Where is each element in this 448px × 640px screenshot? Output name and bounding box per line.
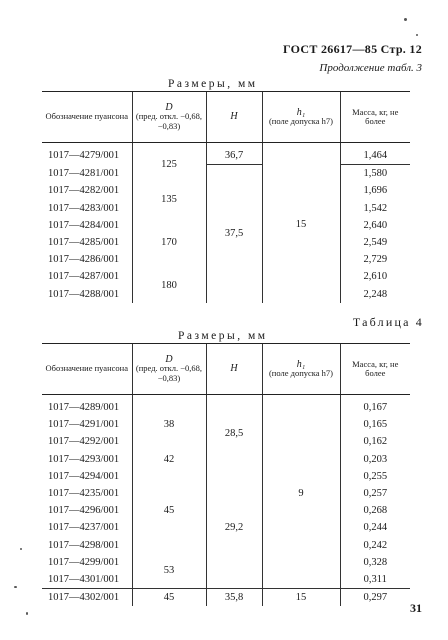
designation-cell: 1017—4286/001 [48,254,120,266]
mass-cell: 0,328 [340,554,410,571]
scan-speck [404,18,407,21]
d-cell: 38 [132,395,206,451]
h-cell: 28,5 [206,395,262,468]
designation-cell: 1017—4283/001 [48,202,120,214]
table4-header-h: H [206,344,262,395]
mass-cell: 2,248 [340,286,410,303]
mass-cell: 0,244 [340,519,410,536]
designation-cell: 1017—4237/001 [48,522,120,534]
table4-header-d: D (пред. откл. −0,68, −0,83) [132,344,206,395]
table3-header-h: H [206,92,262,143]
scan-speck [26,612,28,615]
h1-cell: 9 [262,395,340,589]
designation-cell: 1017—4288/001 [48,288,120,300]
d-cell: 125 [132,143,206,183]
designation-cell: 1017—4282/001 [48,185,120,197]
d-cell: 53 [132,554,206,589]
h1-cell: 15 [262,589,340,607]
table3-header-mass: Масса, кг, не более [340,92,410,143]
mass-cell: 2,640 [340,217,410,234]
d-cell: 135 [132,182,206,216]
d-cell: 42 [132,451,206,468]
standard-header: ГОСТ 26617—85 Стр. 12 [282,42,422,56]
h-cell: 29,2 [206,468,262,589]
designation-cell: 1017—4285/001 [48,237,120,249]
mass-cell: 1,696 [340,182,410,199]
table4-header-mass: Масса, кг, не более [340,344,410,395]
mass-cell: 0,255 [340,468,410,485]
table4-caption: Размеры, мм [178,330,268,342]
mass-cell: 0,242 [340,537,410,554]
mass-cell: 2,549 [340,234,410,251]
h-cell: 37,5 [206,165,262,303]
h-cell: 36,7 [206,143,262,165]
designation-cell: 1017—4289/001 [48,402,120,414]
table-4 [42,343,410,606]
mass-cell: 1,542 [340,200,410,217]
mass-cell: 0,311 [340,571,410,589]
designation-cell: 1017—4302/001 [48,592,120,604]
table4-header-h1: h₁ (поле допуска h7) [262,344,340,395]
d-cell: 170 [132,217,206,269]
mass-cell: 0,268 [340,502,410,519]
designation-cell: 1017—4235/001 [48,488,120,500]
table-row [42,143,410,165]
table3-header-d: D (пред. откл. −0,68, −0,83) [132,92,206,143]
designation-cell: 1017—4281/001 [48,168,120,180]
designation-cell: 1017—4284/001 [48,219,120,231]
designation-cell: 1017—4298/001 [48,539,120,551]
designation-cell: 1017—4293/001 [48,453,120,465]
mass-cell: 0,162 [340,433,410,450]
table-row [42,165,410,183]
d-cell: 45 [132,468,206,554]
h1-cell: 15 [262,143,340,303]
designation-cell: 1017—4292/001 [48,436,120,448]
designation-cell: 1017—4301/001 [48,573,120,585]
scan-speck [416,34,418,36]
scan-speck [14,586,17,588]
designation-cell: 1017—4279/001 [48,150,120,162]
table4-header-row [42,344,410,395]
d-cell: 180 [132,268,206,302]
table4-header-designation: Обозначение пуансона [42,344,132,395]
table3-caption: Размеры, мм [168,78,258,90]
table-row [42,395,410,417]
table3-header-designation: Обозначение пуансона [42,92,132,143]
mass-cell: 0,297 [340,589,410,607]
mass-cell: 0,203 [340,451,410,468]
table3-header-h1: h₁ (поле допуска h7) [262,92,340,143]
table-row [42,468,410,485]
table3-header-row [42,92,410,143]
mass-cell: 2,729 [340,251,410,268]
mass-cell: 1,464 [340,143,410,165]
table4-label: Таблица 4 [352,315,424,329]
mass-cell: 0,165 [340,416,410,433]
page-number: 31 [410,601,422,615]
mass-cell: 1,580 [340,165,410,183]
table-3 [42,91,410,303]
designation-cell: 1017—4296/001 [48,505,120,517]
designation-cell: 1017—4291/001 [48,419,120,431]
d-cell: 45 [132,589,206,607]
mass-cell: 2,610 [340,268,410,285]
scan-speck [20,548,22,550]
h-cell: 35,8 [206,589,262,607]
table-continuation-note: Продолжение табл. 3 [319,62,422,74]
mass-cell: 0,257 [340,485,410,502]
designation-cell: 1017—4294/001 [48,470,120,482]
designation-cell: 1017—4287/001 [48,271,120,283]
mass-cell: 0,167 [340,395,410,417]
table-row [42,589,410,607]
designation-cell: 1017—4299/001 [48,556,120,568]
